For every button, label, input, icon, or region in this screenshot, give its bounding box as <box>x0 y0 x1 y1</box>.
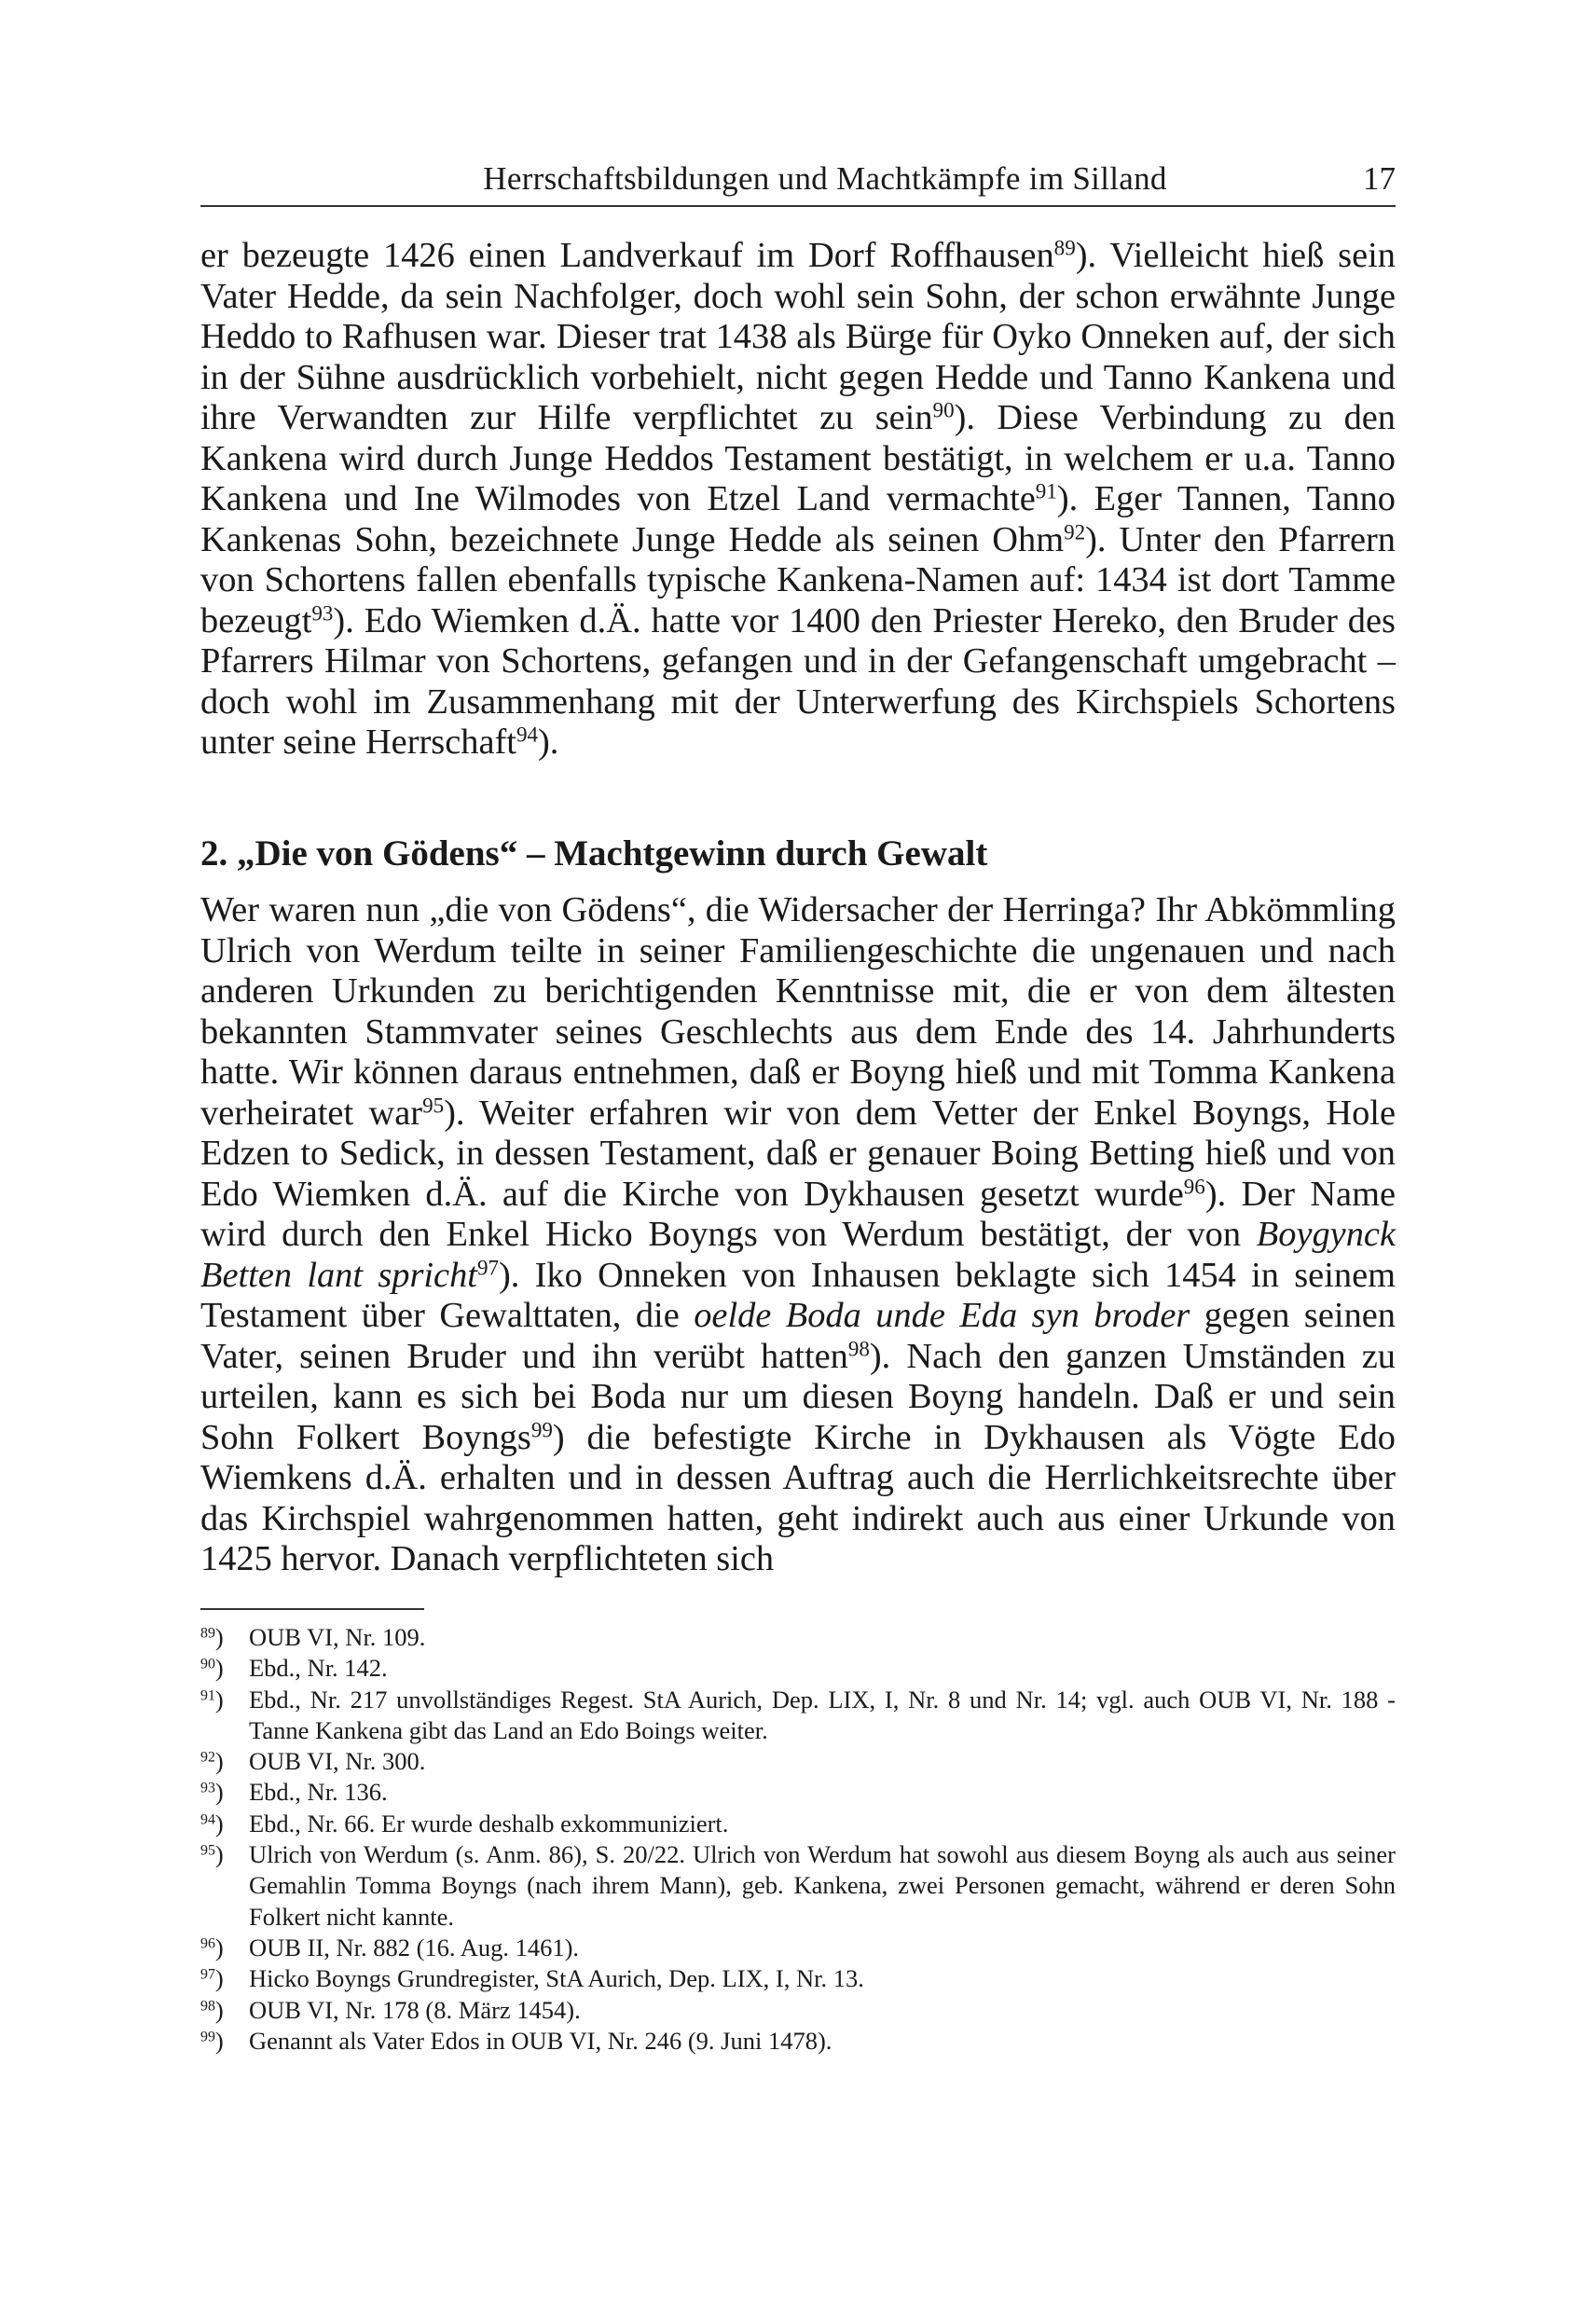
text-run: er bezeugte 1426 einen Landverkauf im Dorf Roffhausen <box>200 236 1054 275</box>
text-run: ) die befestigte Kirche in Dykhausen als Vögte Edo Wiemkens d.Ä. erhalten und in dessen Auftrag auch die Herrlichkeitsrechte über das Kirchspiel wahrgenommen hatten, geht indirekt auch aus einer Urkunde von 1425 hervor. Danach verpflichteten sich <box>200 1417 1396 1578</box>
footnote-ref: 93 <box>311 599 334 625</box>
footnote <box>200 1995 1396 2026</box>
footnote-ref: 90 <box>932 397 955 422</box>
footnote-text: OUB VI, Nr. 178 (8. März 1454). <box>249 1995 581 2024</box>
footnote <box>200 1963 1396 1994</box>
footnote-number-text: 91 <box>200 1686 215 1703</box>
footnote-number-text: 99 <box>200 2029 215 2045</box>
footnote-number: $^{99}$) <box>200 2026 224 2055</box>
footnote <box>200 1933 1396 1963</box>
section-heading: 2. „Die von Gödens“ – Machtgewinn durch Gewalt <box>200 833 988 874</box>
footnote-number-text: 89 <box>200 1625 215 1642</box>
footnote-number: $^{98}$) <box>200 1995 224 2024</box>
footnote-number: $^{93}$) <box>200 1778 224 1807</box>
footnote-number-text: 94 <box>200 1811 215 1828</box>
footnote-number-text: 92 <box>200 1749 215 1766</box>
page-header <box>200 157 1396 207</box>
footnote-number: $^{97}$) <box>200 1964 224 1993</box>
text-run: ). Der Name wird durch den Enkel Hicko Boyngs von Werdum bestätigt, der von <box>200 1174 1396 1254</box>
footnote <box>200 1653 1396 1684</box>
running-title: Herrschaftsbildungen und Machtkämpfe im Silland <box>483 160 1167 197</box>
footnote <box>200 1746 1396 1777</box>
footnote-ref: 95 <box>422 1092 445 1117</box>
footnote-number-text: 96 <box>200 1935 215 1952</box>
footnote-number: $^{90}$) <box>200 1654 224 1683</box>
text-run: ). Eger Tannen, Tanno Kankenas Sohn, bezeichnete Junge Hedde als seinen Ohm <box>200 479 1396 559</box>
footnote <box>200 1839 1396 1933</box>
footnote-text: Ulrich von Werdum (s. Anm. 86), S. 20/22. Ulrich von Werdum hat sowohl aus diesem Boyng als auch aus seiner Gemahlin Tomma Boyngs (nach ihrem Mann), geb. Kankena, zwei Personen gemacht, während er deren Sohn Folkert nicht kannte. <box>249 1840 1396 1931</box>
text-run: Wer waren nun „die von Gödens“, die Widersacher der Herringa? Ihr Abkömmling Ulrich von Werdum teilte in seiner Familiengeschichte die ungenauen und nach anderen Urkunden zu berichtigenden Kenntnisse mit, die er von dem ältesten bekannten Stammvater seines Geschlechts aus dem Ende des 14. Jahrhunderts hatte. Wir können daraus entnehmen, daß er Boyng hieß und mit Tomma Kankena verheiratet war <box>200 890 1396 1133</box>
text-run: ). Weiter erfahren wir von dem Vetter der Enkel Boyngs, Hole Edzen to Sedick, in dessen Testament, daß er genauer Boing Betting hieß und von Edo Wiemken d.Ä. auf die Kirche von Dykhausen gesetzt wurde <box>200 1093 1396 1214</box>
text-run: ). Nach den ganzen Umständen zu urteilen, kann es sich bei Boda nur um diesen Boyng handeln. Daß er und sein Sohn Folkert Boyngs <box>200 1336 1396 1457</box>
footnote-number-text: 95 <box>200 1842 215 1859</box>
footnote-ref: 99 <box>530 1416 553 1441</box>
text-run: ). Unter den Pfarrern von Schortens fallen ebenfalls typische Kankena-Namen auf: 1434 ist dort Tamme bezeugt <box>200 519 1396 640</box>
footnote <box>200 1777 1396 1808</box>
paragraph-2 <box>200 890 1396 1580</box>
footnote <box>200 1809 1396 1839</box>
text-run: ). <box>538 722 559 762</box>
footnote-number-text: 98 <box>200 1997 215 2014</box>
footnote <box>200 1622 1396 1653</box>
italic-quote: oelde Boda unde Eda syn broder <box>694 1296 1190 1335</box>
footnote <box>200 1685 1396 1747</box>
footnote-text: Genannt als Vater Edos in OUB VI, Nr. 246 (9. Juni 1478). <box>249 2026 832 2055</box>
footnote-ref: 98 <box>847 1335 870 1360</box>
footnote-number: $^{91}$) <box>200 1685 224 1713</box>
footnote-divider <box>200 1608 424 1610</box>
page-number: 17 <box>1363 160 1396 197</box>
paragraph-1 <box>200 236 1396 764</box>
footnote-text: OUB II, Nr. 882 (16. Aug. 1461). <box>249 1933 580 1961</box>
italic-quote: Boygynck Betten lant spricht <box>200 1215 1396 1295</box>
text-run: ). Diese Verbindung zu den Kankena wird durch Junge Heddos Testament bestätigt, in welchem er u.a. Tanno Kankena und Ine Wilmodes von Etzel Land vermachte <box>200 398 1396 518</box>
footnote-text: Ebd., Nr. 66. Er wurde deshalb exkommuniziert. <box>249 1809 729 1837</box>
footnote-number: $^{95}$) <box>200 1840 224 1869</box>
footnotes <box>200 1622 1396 2057</box>
footnote-number-text: 93 <box>200 1780 215 1796</box>
footnote-text: Ebd., Nr. 136. <box>249 1778 388 1807</box>
text-run: gegen seinen Vater, seinen Bruder und ihn verübt hatten <box>200 1296 1396 1376</box>
footnote-ref: 91 <box>1035 478 1057 503</box>
footnote-ref: 97 <box>476 1254 499 1279</box>
text-run: ). Edo Wiemken d.Ä. hatte vor 1400 den Priester Hereko, den Bruder des Pfarrers Hilmar von Schortens, gefangen und in der Gefangenschaft umgebracht – doch wohl im Zusammenhang mit der Unterwerfung des Kirchspiels Schortens unter seine Herrschaft <box>200 600 1396 762</box>
footnote <box>200 2026 1396 2057</box>
footnote-number: $^{89}$) <box>200 1623 224 1651</box>
footnote-number: $^{94}$) <box>200 1809 224 1837</box>
footnote-text: Ebd., Nr. 217 unvollständiges Regest. StA Aurich, Dep. LIX, I, Nr. 8 und Nr. 14; vgl. auch OUB VI, Nr. 188 - Tanne Kankena gibt das Land an Edo Boings weiter. <box>249 1685 1396 1744</box>
footnote-number-text: 97 <box>200 1966 215 1983</box>
main-text <box>200 235 1396 1578</box>
footnote-number: $^{92}$) <box>200 1747 224 1776</box>
footnote-ref: 94 <box>516 722 538 747</box>
footnote-ref: 89 <box>1053 235 1076 260</box>
footnote-text: OUB VI, Nr. 109. <box>249 1623 426 1651</box>
footnote-number-text: 90 <box>200 1656 215 1672</box>
footnote-text: Hicko Boyngs Grundregister, StA Aurich, Dep. LIX, I, Nr. 13. <box>249 1964 864 1993</box>
footnote-ref: 92 <box>1064 518 1086 544</box>
text-run: ). Vielleicht hieß sein Vater Hedde, da sein Nachfolger, doch wohl sein Sohn, der schon erwähnte Junge Heddo to Rafhusen war. Dieser trat 1438 als Bürge für Oyko Onneken auf, der sich in der Sühne ausdrücklich vorbehielt, nicht gegen Hedde und Tanno Kankena und ihre Verwandten zur Hilfe verpflichtet zu sein <box>200 236 1396 437</box>
footnote-text: OUB VI, Nr. 300. <box>249 1747 426 1776</box>
text-run: ). Iko Onneken von Inhausen beklagte sich 1454 in seinem Testament über Gewalttaten, die <box>200 1255 1396 1335</box>
footnote-number: $^{96}$) <box>200 1933 224 1961</box>
footnote-text: Ebd., Nr. 142. <box>249 1654 388 1683</box>
footnote-ref: 96 <box>1183 1173 1205 1198</box>
